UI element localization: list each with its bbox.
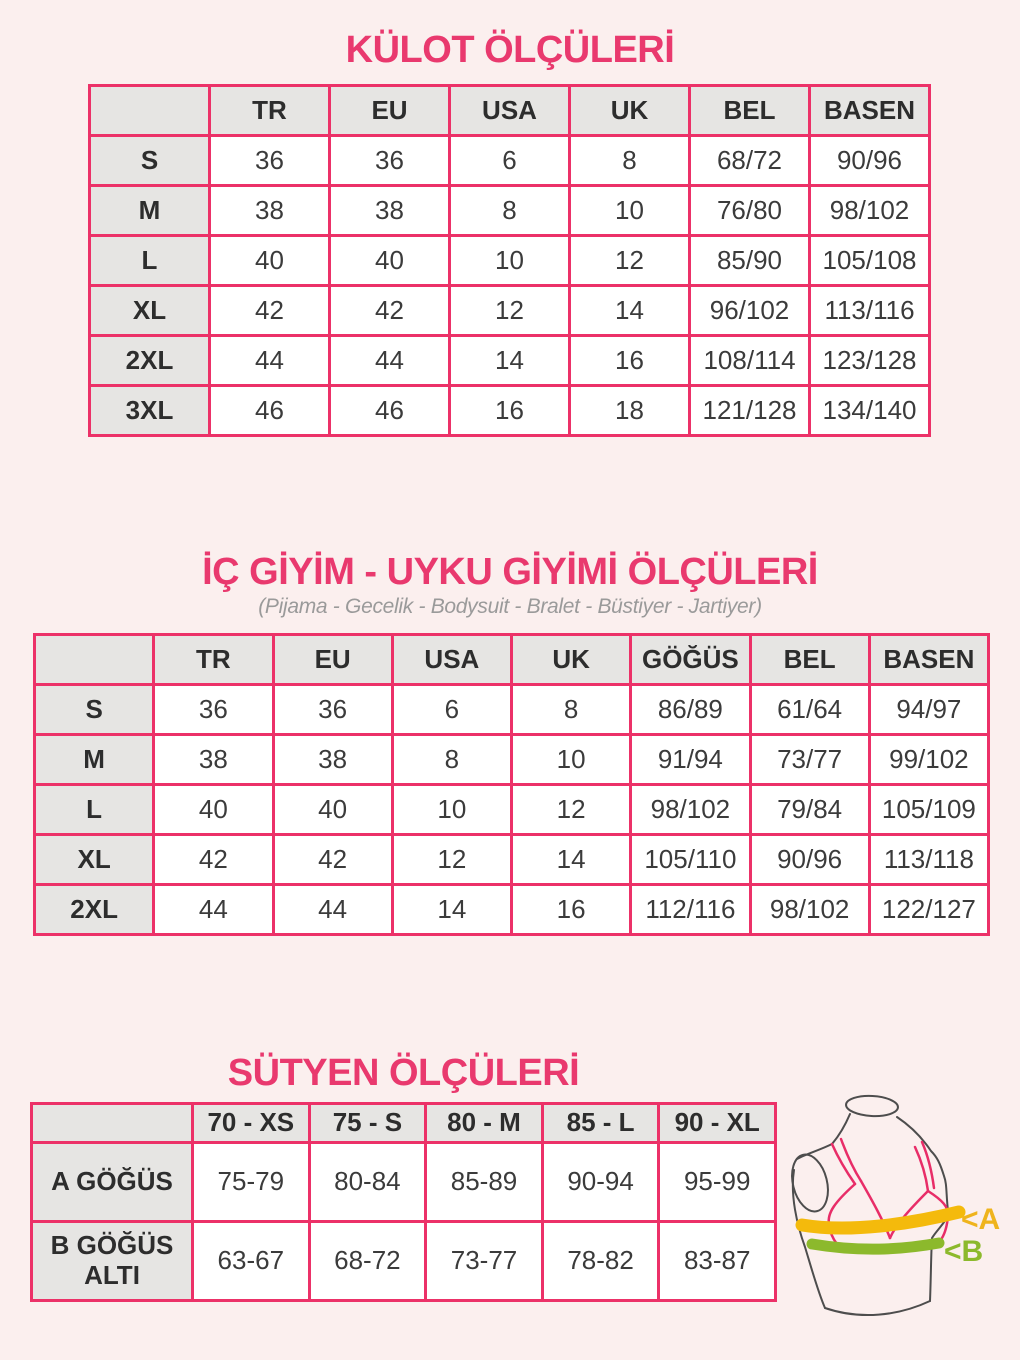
size-value-cell: 10 — [392, 785, 511, 835]
size-row — [32, 1143, 776, 1222]
size-value-cell: 91/94 — [631, 735, 750, 785]
size-value-cell: 8 — [512, 685, 631, 735]
size-value-cell: 40 — [330, 236, 450, 286]
size-value-cell: 14 — [392, 885, 511, 935]
size-value-cell: 38 — [154, 735, 273, 785]
size-value-cell: 123/128 — [810, 336, 930, 386]
icgiyim-subtitle: (Pijama - Gecelik - Bodysuit - Bralet - Büstiyer - Jartiyer) — [258, 595, 762, 618]
icgiyim-title: İÇ GİYİM - UYKU GİYİMİ ÖLÇÜLERİ — [202, 551, 818, 593]
size-value-cell: 68/72 — [690, 136, 810, 186]
size-value-cell: 61/64 — [750, 685, 869, 735]
size-value-cell: 18 — [570, 386, 690, 436]
size-value-cell: 12 — [570, 236, 690, 286]
size-value-cell: 73-77 — [426, 1222, 543, 1301]
size-value-cell: 95-99 — [659, 1143, 776, 1222]
size-value-cell: 98/102 — [750, 885, 869, 935]
corner-cell — [90, 86, 210, 136]
size-value-cell: 44 — [330, 336, 450, 386]
size-value-cell: 78-82 — [542, 1222, 659, 1301]
size-value-cell: 40 — [273, 785, 392, 835]
size-value-cell: 40 — [210, 236, 330, 286]
size-value-cell: 90/96 — [810, 136, 930, 186]
size-value-cell: 38 — [210, 186, 330, 236]
header-row — [35, 635, 989, 685]
row-label: S — [35, 685, 154, 735]
size-value-cell: 86/89 — [631, 685, 750, 735]
size-row — [90, 136, 930, 186]
column-header: TR — [154, 635, 273, 685]
size-value-cell: 44 — [210, 336, 330, 386]
size-value-cell: 105/108 — [810, 236, 930, 286]
kulot-table-wrap — [88, 84, 931, 437]
icgiyim-size-table — [33, 633, 990, 936]
size-value-cell: 42 — [273, 835, 392, 885]
size-value-cell: 105/110 — [631, 835, 750, 885]
size-value-cell: 46 — [210, 386, 330, 436]
size-value-cell: 36 — [154, 685, 273, 735]
column-header: BEL — [750, 635, 869, 685]
size-value-cell: 113/116 — [810, 286, 930, 336]
size-value-cell: 42 — [330, 286, 450, 336]
column-header: 80 - M — [426, 1104, 543, 1143]
size-value-cell: 14 — [450, 336, 570, 386]
size-value-cell: 80-84 — [309, 1143, 426, 1222]
size-row — [32, 1222, 776, 1301]
sutyen-table-wrap — [30, 1102, 777, 1302]
row-label: B GÖĞÜS ALTI — [32, 1222, 193, 1301]
size-value-cell: 8 — [392, 735, 511, 785]
column-header: 70 - XS — [193, 1104, 310, 1143]
size-value-cell: 38 — [273, 735, 392, 785]
size-row — [35, 785, 989, 835]
size-row — [35, 885, 989, 935]
column-header: UK — [512, 635, 631, 685]
size-value-cell: 12 — [512, 785, 631, 835]
size-value-cell: 105/109 — [869, 785, 988, 835]
underbust-measure-band — [812, 1243, 939, 1249]
mannequin-torso-outline — [786, 1095, 948, 1315]
size-value-cell: 113/118 — [869, 835, 988, 885]
size-value-cell: 85-89 — [426, 1143, 543, 1222]
size-value-cell: 10 — [570, 186, 690, 236]
kulot-size-table — [88, 84, 931, 437]
size-row — [35, 685, 989, 735]
size-value-cell: 73/77 — [750, 735, 869, 785]
size-value-cell: 83-87 — [659, 1222, 776, 1301]
size-value-cell: 36 — [273, 685, 392, 735]
size-row — [90, 186, 930, 236]
row-label: A GÖĞÜS — [32, 1143, 193, 1222]
size-value-cell: 98/102 — [631, 785, 750, 835]
size-value-cell: 14 — [570, 286, 690, 336]
size-value-cell: 96/102 — [690, 286, 810, 336]
column-header: 90 - XL — [659, 1104, 776, 1143]
column-header: EU — [330, 86, 450, 136]
size-value-cell: 14 — [512, 835, 631, 885]
size-value-cell: 46 — [330, 386, 450, 436]
size-value-cell: 8 — [450, 186, 570, 236]
column-header: 85 - L — [542, 1104, 659, 1143]
column-header: USA — [392, 635, 511, 685]
size-value-cell: 10 — [512, 735, 631, 785]
size-row — [35, 735, 989, 785]
row-label: XL — [35, 835, 154, 885]
bra-outline — [829, 1139, 948, 1252]
size-value-cell: 16 — [570, 336, 690, 386]
bra-measurement-figure — [780, 1080, 1020, 1360]
size-value-cell: 12 — [450, 286, 570, 336]
size-value-cell: 42 — [154, 835, 273, 885]
size-value-cell: 38 — [330, 186, 450, 236]
column-header: BASEN — [869, 635, 988, 685]
size-value-cell: 63-67 — [193, 1222, 310, 1301]
kulot-title: KÜLOT ÖLÇÜLERİ — [345, 29, 675, 71]
size-value-cell: 76/80 — [690, 186, 810, 236]
underbust-band-label: <B — [944, 1235, 984, 1268]
size-row — [90, 286, 930, 336]
size-value-cell: 6 — [392, 685, 511, 735]
row-label: L — [90, 236, 210, 286]
bust-band-label: <A — [961, 1203, 1001, 1236]
size-value-cell: 94/97 — [869, 685, 988, 735]
row-label: M — [90, 186, 210, 236]
column-header: UK — [570, 86, 690, 136]
size-row — [90, 236, 930, 286]
size-value-cell: 36 — [210, 136, 330, 186]
size-value-cell: 75-79 — [193, 1143, 310, 1222]
sutyen-title: SÜTYEN ÖLÇÜLERİ — [227, 1052, 580, 1094]
size-value-cell: 85/90 — [690, 236, 810, 286]
size-value-cell: 12 — [392, 835, 511, 885]
corner-cell — [32, 1104, 193, 1143]
size-row — [35, 835, 989, 885]
row-label: 3XL — [90, 386, 210, 436]
size-value-cell: 98/102 — [810, 186, 930, 236]
row-label: 2XL — [90, 336, 210, 386]
icgiyim-table-wrap — [33, 633, 990, 936]
size-value-cell: 40 — [154, 785, 273, 835]
column-header: EU — [273, 635, 392, 685]
row-label: M — [35, 735, 154, 785]
size-value-cell: 44 — [273, 885, 392, 935]
column-header: USA — [450, 86, 570, 136]
column-header: TR — [210, 86, 330, 136]
size-value-cell: 79/84 — [750, 785, 869, 835]
size-value-cell: 99/102 — [869, 735, 988, 785]
column-header: BEL — [690, 86, 810, 136]
size-value-cell: 112/116 — [631, 885, 750, 935]
size-row — [90, 336, 930, 386]
size-value-cell: 6 — [450, 136, 570, 186]
header-row — [90, 86, 930, 136]
size-row — [90, 386, 930, 436]
sutyen-size-table — [30, 1102, 777, 1302]
row-label: XL — [90, 286, 210, 336]
size-value-cell: 16 — [450, 386, 570, 436]
size-value-cell: 42 — [210, 286, 330, 336]
column-header: GÖĞÜS — [631, 635, 750, 685]
size-value-cell: 121/128 — [690, 386, 810, 436]
header-row — [32, 1104, 776, 1143]
row-label: L — [35, 785, 154, 835]
size-value-cell: 10 — [450, 236, 570, 286]
row-label: 2XL — [35, 885, 154, 935]
size-value-cell: 108/114 — [690, 336, 810, 386]
size-value-cell: 16 — [512, 885, 631, 935]
size-value-cell: 44 — [154, 885, 273, 935]
size-value-cell: 90-94 — [542, 1143, 659, 1222]
column-header: BASEN — [810, 86, 930, 136]
column-header: 75 - S — [309, 1104, 426, 1143]
corner-cell — [35, 635, 154, 685]
size-value-cell: 134/140 — [810, 386, 930, 436]
size-value-cell: 90/96 — [750, 835, 869, 885]
size-value-cell: 122/127 — [869, 885, 988, 935]
size-value-cell: 36 — [330, 136, 450, 186]
size-value-cell: 68-72 — [309, 1222, 426, 1301]
row-label: S — [90, 136, 210, 186]
size-value-cell: 8 — [570, 136, 690, 186]
